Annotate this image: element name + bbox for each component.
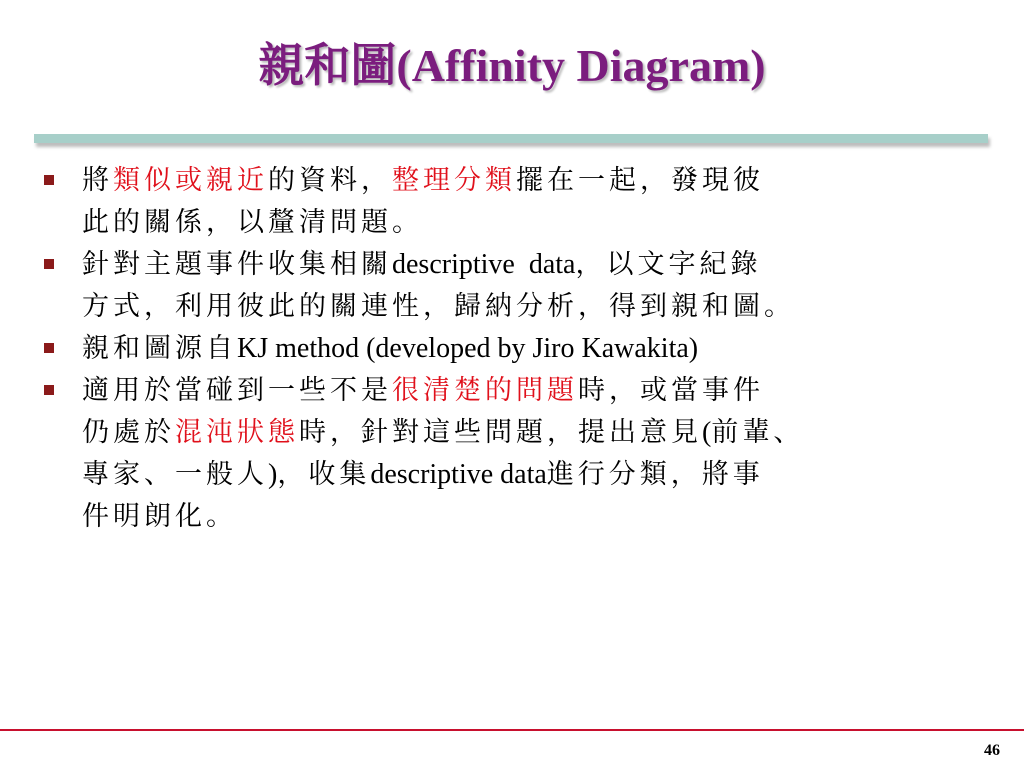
- bullet-text: 適用於當碰到一些不是: [82, 375, 392, 406]
- highlighted-text: 很清楚的問題: [392, 375, 578, 406]
- square-bullet-icon: [44, 259, 54, 269]
- page-number: 46: [984, 742, 1000, 759]
- bullet-english-text: KJ method (developed by Jiro Kawakita): [237, 333, 699, 364]
- bullet-text: 專家、一般人: [82, 459, 268, 490]
- bullet-line: [82, 412, 1024, 454]
- square-bullet-icon: [44, 175, 54, 185]
- bullet-line: [82, 328, 1024, 370]
- highlighted-text: 類似或親近: [113, 165, 268, 196]
- bullet-line: 方式，利用彼此的關連性，歸納分析，得到親和圖。: [82, 291, 795, 322]
- bullet-line: [82, 244, 1024, 286]
- bullet-line: [82, 454, 1024, 496]
- bullet-text: 親和圖源自: [82, 333, 237, 364]
- bullet-item-4: [44, 370, 1024, 538]
- bullet-english-text: descriptive data: [392, 249, 576, 280]
- bullet-text: 前輩、: [711, 417, 805, 448]
- highlighted-text: 混沌狀態: [175, 417, 299, 448]
- slide-title: 親和圖(Affinity Diagram): [258, 40, 766, 91]
- bullet-line: 此的關係，以釐清問題。: [82, 207, 423, 238]
- bullet-text: 針對主題事件收集相關: [82, 249, 392, 280]
- title-divider: [34, 134, 988, 143]
- bullet-item-1: [44, 160, 1024, 244]
- bullet-text: 時，或當事件: [578, 375, 764, 406]
- bullet-text: 時，針對這些問題，提出意見: [299, 417, 702, 448]
- bullet-text: ，以文字紀錄: [575, 249, 762, 280]
- bullet-text: 將: [82, 165, 113, 196]
- highlighted-text: 整理分類: [392, 165, 516, 196]
- bullet-english-text: ): [268, 459, 278, 490]
- bullet-list: [44, 160, 1024, 538]
- bullet-english-text: (: [702, 417, 712, 448]
- bullet-text: 進行分類，將事: [546, 459, 764, 490]
- bullet-text: 仍處於: [82, 417, 175, 448]
- bullet-line: [82, 370, 1024, 412]
- bullet-english-text: descriptive data: [370, 459, 547, 490]
- bullet-item-2: [44, 244, 1024, 328]
- footer-divider: [0, 729, 1024, 731]
- bullet-text: ，收集: [277, 459, 371, 490]
- bullet-text: 擺在一起，發現彼: [516, 165, 764, 196]
- bullet-line: 件明朗化。: [82, 501, 237, 532]
- bullet-line: [82, 160, 1024, 202]
- bullet-text: 的資料，: [268, 165, 392, 196]
- bullet-item-3: [44, 328, 1024, 370]
- square-bullet-icon: [44, 385, 54, 395]
- square-bullet-icon: [44, 343, 54, 353]
